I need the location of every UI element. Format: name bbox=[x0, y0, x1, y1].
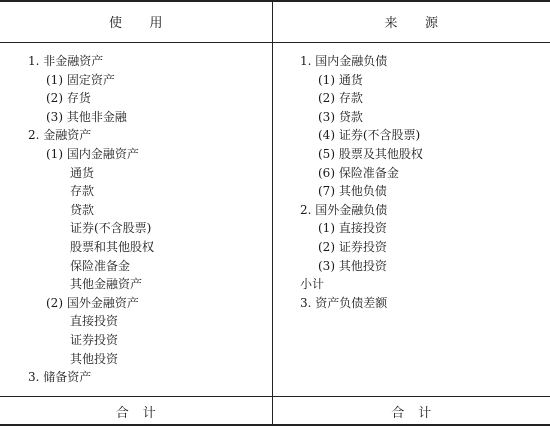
uses-item: (1) 固定资产 bbox=[46, 72, 115, 87]
uses-item: 直接投资 bbox=[70, 314, 119, 329]
uses-item: 通货 bbox=[70, 165, 95, 180]
uses-item: 2. 金融资产 bbox=[28, 128, 92, 143]
header-bottom-rule bbox=[0, 42, 550, 43]
sources-item: (1) 通货 bbox=[318, 72, 363, 87]
uses-item: (2) 国外金融资产 bbox=[46, 295, 139, 310]
uses-total-label: 合 计 bbox=[115, 406, 157, 421]
uses-item: 1. 非金融资产 bbox=[28, 54, 104, 68]
uses-item: 存款 bbox=[70, 184, 95, 199]
sources-item: (3) 其他投资 bbox=[318, 258, 387, 273]
sources-total-label: 合 计 bbox=[391, 406, 432, 421]
sources-item: 3. 资产负债差额 bbox=[300, 295, 388, 310]
footer-top-rule bbox=[0, 396, 550, 397]
sources-column-header: 来 源 bbox=[384, 16, 439, 31]
sources-item: 2. 国外金融负债 bbox=[300, 202, 388, 217]
table-top-rule bbox=[0, 0, 550, 2]
uses-item: 3. 储备资产 bbox=[28, 370, 92, 385]
sources-item: (1) 直接投资 bbox=[318, 221, 387, 236]
uses-item: 其他金融资产 bbox=[70, 277, 143, 292]
sources-item: (6) 保险准备金 bbox=[318, 165, 399, 180]
sources-item: 1. 国内金融负债 bbox=[300, 54, 388, 68]
sources-item: (2) 证券投资 bbox=[318, 240, 387, 254]
sources-item: (3) 贷款 bbox=[318, 109, 363, 124]
uses-item: 证券(不含股票) bbox=[70, 221, 152, 236]
sources-item: (7) 其他负债 bbox=[318, 184, 387, 199]
column-divider bbox=[272, 0, 273, 426]
uses-item: (2) 存货 bbox=[46, 91, 91, 106]
uses-item: 保险准备金 bbox=[70, 258, 131, 273]
uses-item: (1) 国内金融资产 bbox=[46, 147, 139, 161]
sources-item: (2) 存款 bbox=[318, 91, 363, 106]
uses-item: 证券投资 bbox=[70, 333, 119, 347]
uses-item: (3) 其他非金融 bbox=[46, 109, 127, 124]
uses-column-header: 使 用 bbox=[108, 16, 163, 31]
uses-item: 贷款 bbox=[70, 202, 95, 217]
uses-item: 股票和其他股权 bbox=[70, 240, 155, 254]
sources-item: 小计 bbox=[300, 277, 325, 292]
uses-item: 其他投资 bbox=[70, 351, 119, 366]
sources-item: (4) 证券(不含股票) bbox=[318, 128, 421, 143]
sources-item: (5) 股票及其他股权 bbox=[318, 147, 423, 161]
